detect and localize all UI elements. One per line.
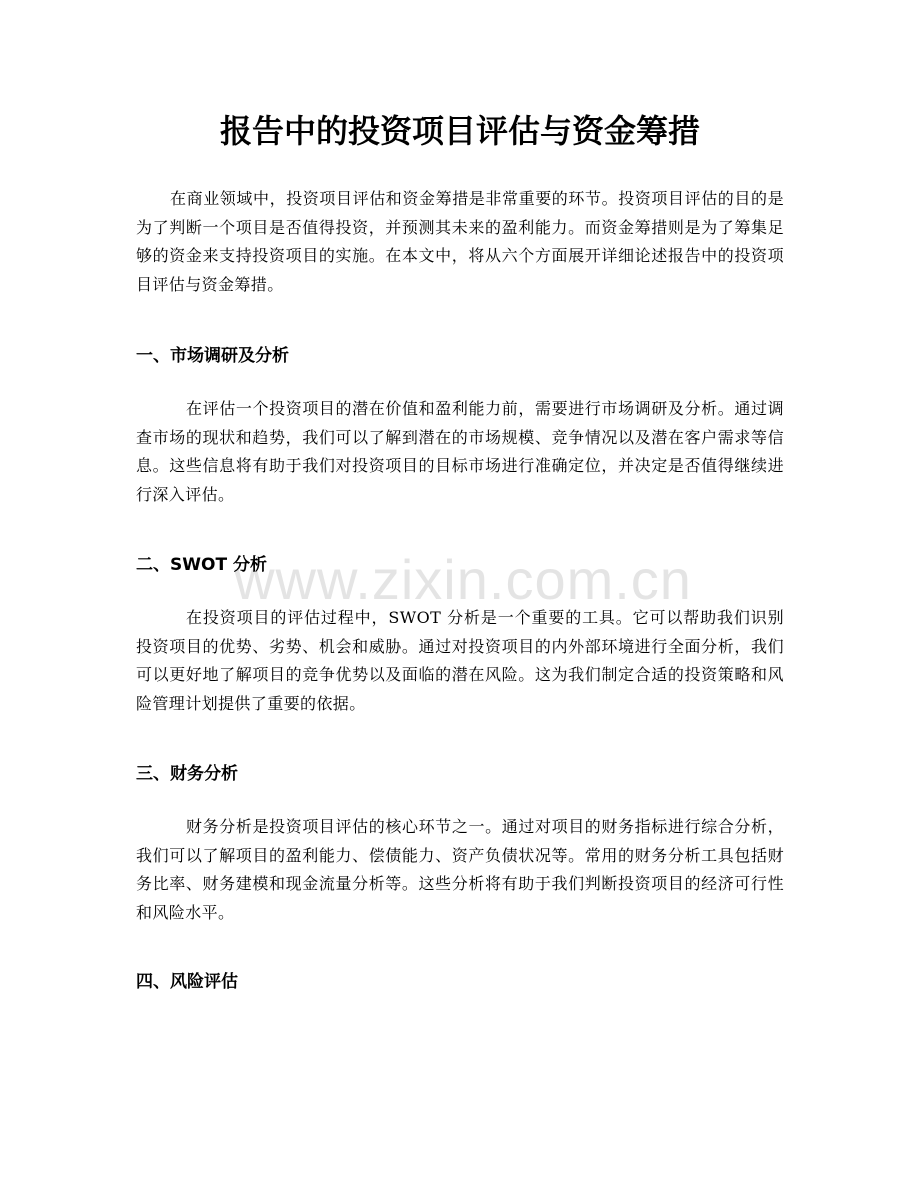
section-body-swot: 在投资项目的评估过程中，SWOT 分析是一个重要的工具。它可以帮助我们识别投资项目的优势、劣势、机会和威胁。通过对投资项目的内外部环境进行全面分析，我们可以更好地了解项目的竞争优势以及面临的潜在风险。这为我们制定合适的投资策略和风险管理计划提供了重要的依据。 [136, 608, 784, 713]
intro-paragraph: 在商业领域中，投资项目评估和资金筹措是非常重要的环节。投资项目评估的目的是为了判断一个项目是否值得投资，并预测其未来的盈利能力。而资金筹措则是为了筹集足够的资金来支持投资项目的实施。在本文中，将从六个方面展开详细论述报告中的投资项目评估与资金筹措。 [136, 189, 784, 294]
section-body-market-research: 在评估一个投资项目的潜在价值和盈利能力前，需要进行市场调研及分析。通过调查市场的现状和趋势，我们可以了解到潜在的市场规模、竞争情况以及潜在客户需求等信息。这些信息将有助于我们对投资项目的目标市场进行准确定位，并决定是否值得继续进行深入评估。 [136, 399, 784, 504]
section-body-financial: 财务分析是投资项目评估的核心环节之一。通过对项目的财务指标进行综合分析，我们可以了解项目的盈利能力、偿债能力、资产负债状况等。常用的财务分析工具包括财务比率、财务建模和现金流量分析等。这些分析将有助于我们判断投资项目的经济可行性和风险水平。 [136, 817, 784, 922]
section-heading-risk: 四、风险评估 [136, 972, 238, 992]
watermark: www.zixin.com.cn [234, 548, 692, 611]
section-heading-financial: 三、财务分析 [136, 764, 238, 784]
document-title: 报告中的投资项目评估与资金筹措 [219, 112, 700, 150]
section-heading-swot: 二、SWOT 分析 [136, 555, 267, 575]
section-heading-market-research: 一、市场调研及分析 [136, 346, 289, 366]
